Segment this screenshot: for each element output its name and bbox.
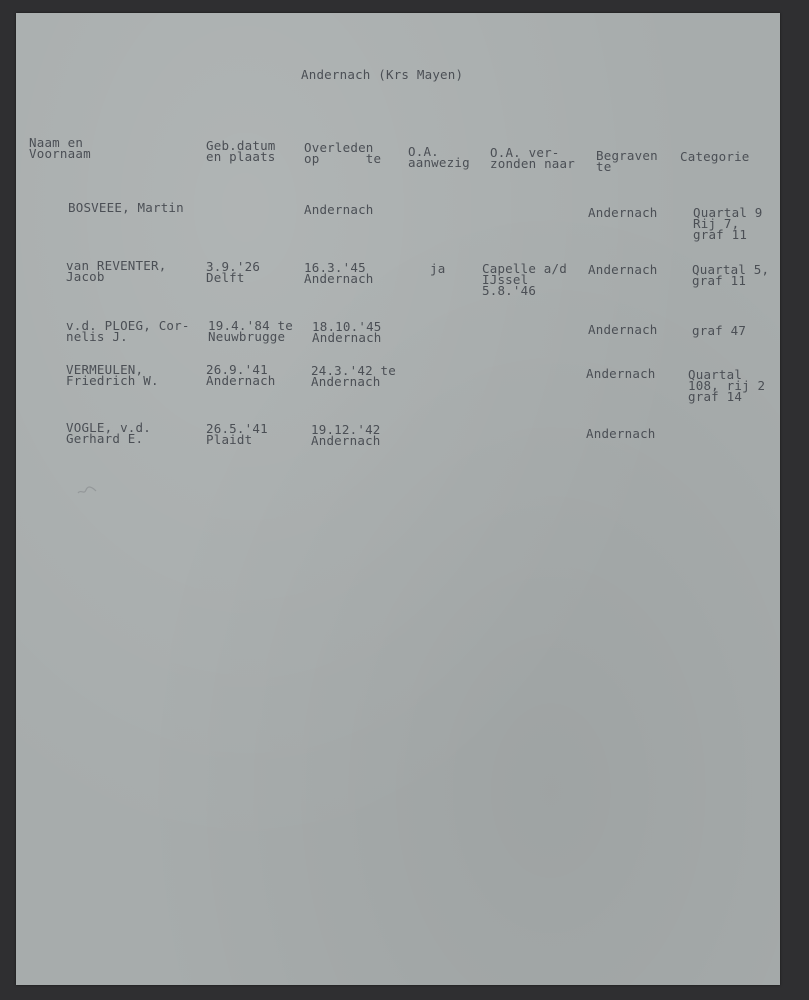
row-2-oa-sent: Capelle a/d IJssel 5.8.'46 bbox=[482, 261, 567, 298]
row-4-category: Quartal 108, rij 2 graf 14 bbox=[688, 367, 766, 404]
row-4-buried: Andernach bbox=[586, 366, 656, 381]
row-5-death: 19.12.'42 Andernach bbox=[311, 422, 381, 448]
row-2-birth: 3.9.'26 Delft bbox=[206, 259, 261, 285]
row-5-birth: 26.5.'41 Plaidt bbox=[206, 421, 268, 447]
pencil-mark-icon bbox=[76, 483, 98, 497]
row-4-death: 24.3.'42 te Andernach bbox=[311, 363, 396, 389]
row-3-birth: 19.4.'84 te Neuwbrugge bbox=[208, 318, 293, 344]
row-3-category: graf 47 bbox=[692, 323, 747, 338]
row-4-name: VERMEULEN, Friedrich W. bbox=[66, 362, 159, 388]
page-title: Andernach (Krs Mayen) bbox=[301, 67, 464, 82]
header-category: Categorie bbox=[680, 149, 750, 164]
row-5-buried: Andernach bbox=[586, 426, 656, 441]
row-5-name: VOGLE, v.d. Gerhard E. bbox=[66, 420, 151, 446]
row-3-buried: Andernach bbox=[588, 322, 658, 337]
header-oa-sent: O.A. ver- zonden naar bbox=[490, 145, 575, 171]
header-name: Naam en Voornaam bbox=[29, 135, 91, 161]
header-death: Overleden op te bbox=[304, 140, 382, 166]
row-2-category: Quartal 5, graf 11 bbox=[692, 262, 770, 288]
row-3-name: v.d. PLOEG, Cor- nelis J. bbox=[66, 318, 190, 344]
row-1-death: Andernach bbox=[304, 202, 374, 217]
row-2-buried: Andernach bbox=[588, 262, 658, 277]
row-2-death: 16.3.'45 Andernach bbox=[304, 260, 374, 286]
header-buried: Begraven te bbox=[596, 148, 658, 174]
header-oa-present: O.A. aanwezig bbox=[408, 144, 470, 170]
header-birth: Geb.datum en plaats bbox=[206, 138, 276, 164]
row-1-category: Quartal 9 Rij 7, graf 11 bbox=[693, 205, 763, 242]
row-1-name: BOSVEEE, Martin bbox=[68, 200, 184, 215]
document-page bbox=[16, 13, 780, 985]
row-1-buried: Andernach bbox=[588, 205, 658, 220]
row-3-death: 18.10.'45 Andernach bbox=[312, 319, 382, 345]
row-2-name: van REVENTER, Jacob bbox=[66, 258, 167, 284]
row-4-birth: 26.9.'41 Andernach bbox=[206, 362, 276, 388]
row-2-oa-present: ja bbox=[430, 261, 446, 276]
